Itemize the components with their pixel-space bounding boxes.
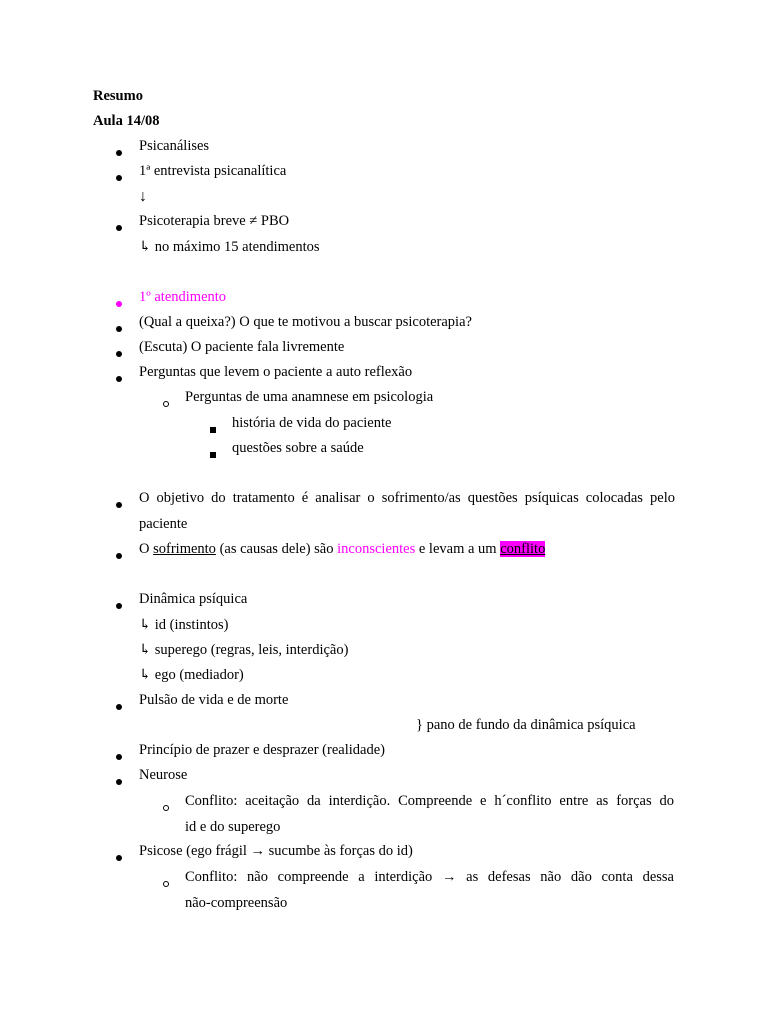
- bullet-circle: [160, 395, 172, 412]
- bullet-dot: [113, 547, 125, 564]
- text-segment: O: [139, 541, 154, 557]
- bullet-dot: [113, 597, 125, 614]
- list-item: Neurose: [139, 767, 188, 783]
- bullet-dot: [113, 773, 125, 790]
- list-subitem-continuation: id e do superego: [185, 819, 281, 835]
- bullet-dot: [113, 370, 125, 387]
- list-subitem: Perguntas de uma anamnese em psicologia: [185, 389, 434, 405]
- bullet-dot: [113, 169, 125, 186]
- list-item: Perguntas que levem o paciente a auto reflexão: [139, 364, 413, 380]
- sub-note: ↳ no máximo 15 atendimentos: [139, 239, 320, 255]
- bullet-circle: [160, 799, 172, 816]
- bullet-dot: [113, 698, 125, 715]
- bullet-dot: [113, 345, 125, 362]
- text-segment: e levam a um: [415, 541, 501, 557]
- list-item-highlighted: 1º atendimento: [139, 289, 227, 305]
- list-item: Psicanálises: [139, 138, 210, 154]
- list-subitem-continuation: não-compreensão: [185, 895, 288, 911]
- sub-note: ↳ superego (regras, leis, interdição): [139, 642, 349, 658]
- list-item: 1ª entrevista psicanalítica: [139, 163, 287, 179]
- list-item-mixed: [139, 540, 545, 558]
- bullet-dot: [113, 849, 125, 866]
- list-item: Pulsão de vida e de morte: [139, 692, 289, 708]
- list-subitem: Conflito: aceitação da interdição. Compreende e h´conflito entre as forças do: [185, 793, 674, 809]
- list-subsubitem: história de vida do paciente: [232, 415, 392, 431]
- list-subitem: Conflito: não compreende a interdição → as defesas não dão conta dessa: [185, 869, 674, 885]
- list-item-continuation: paciente: [139, 516, 188, 532]
- bullet-circle: [160, 875, 172, 892]
- list-item: Princípio de prazer e desprazer (realidade): [139, 742, 385, 758]
- doc-subtitle: Aula 14/08: [93, 113, 160, 129]
- list-item: Psicoterapia breve ≠ PBO: [139, 213, 290, 229]
- text-segment: (as causas dele) são: [215, 541, 338, 557]
- list-item: Dinâmica psíquica: [139, 591, 248, 607]
- list-item: Psicose (ego frágil → sucumbe às forças do id): [139, 843, 413, 859]
- sub-note: ↳ ego (mediador): [139, 667, 244, 683]
- sub-note: ↳ id (instintos): [139, 617, 229, 633]
- bullet-dot: [113, 295, 125, 312]
- bullet-dot: [113, 748, 125, 765]
- side-note: } pano de fundo da dinâmica psíquica: [416, 717, 636, 733]
- list-item: O objetivo do tratamento é analisar o sofrimento/as questões psíquicas colocadas pelo: [139, 490, 675, 506]
- underlined-word: sofrimento: [153, 541, 216, 557]
- highlighted-word: conflito: [500, 541, 546, 557]
- list-item: (Qual a queixa?) O que te motivou a buscar psicoterapia?: [139, 314, 472, 330]
- doc-title: Resumo: [93, 88, 143, 104]
- list-item: (Escuta) O paciente fala livremente: [139, 339, 345, 355]
- bullet-dot: [113, 320, 125, 337]
- bullet-dot: [113, 496, 125, 513]
- down-arrow-icon: ↓: [139, 188, 147, 205]
- bullet-square: [207, 421, 219, 438]
- pink-word: inconscientes: [337, 541, 416, 557]
- bullet-square: [207, 446, 219, 463]
- bullet-dot: [113, 219, 125, 236]
- bullet-dot: [113, 144, 125, 161]
- list-subsubitem: questões sobre a saúde: [232, 440, 364, 456]
